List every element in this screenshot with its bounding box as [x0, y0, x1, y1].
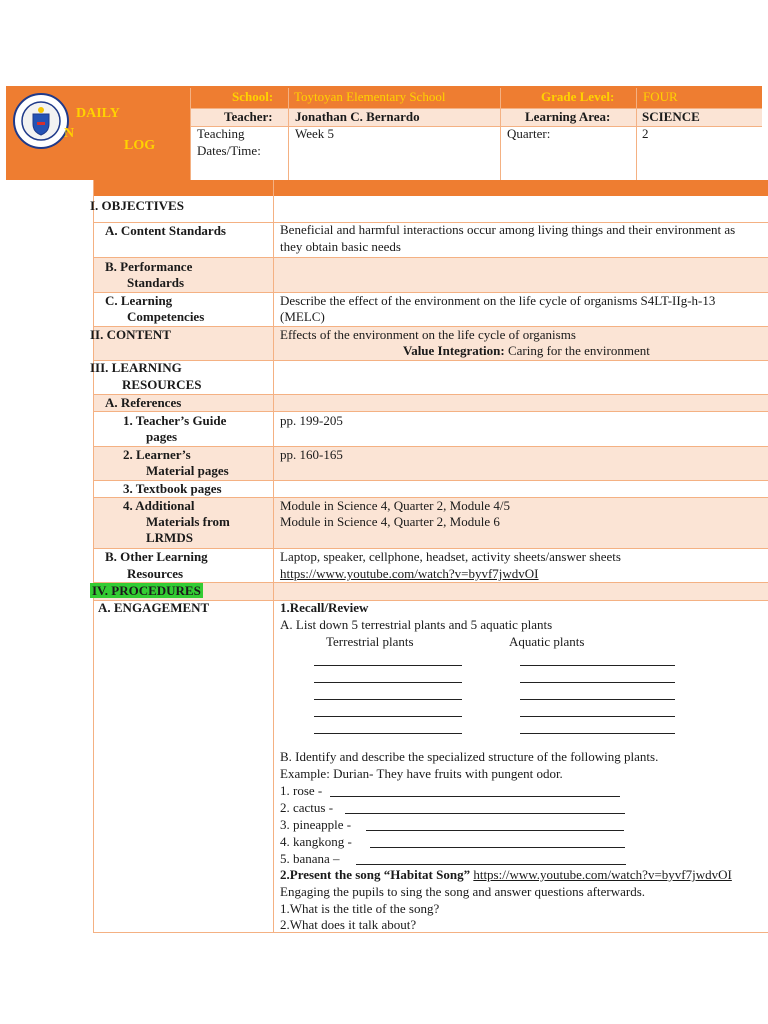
competencies-text-1: Describe the effect of the environment on the life cycle of organisms S4LT-IIg-h-13	[280, 293, 716, 308]
identify-instruction: B. Identify and describe the specialized structure of the following plants.	[280, 749, 659, 764]
additional-label-3: LRMDS	[146, 530, 193, 545]
area-label: Learning Area:	[525, 109, 611, 124]
other-label-1: B. Other Learning	[105, 549, 208, 564]
song-label: 2.Present the song “Habitat Song”	[280, 867, 471, 882]
quarter-label: Quarter:	[507, 126, 551, 141]
school-value: Toytoyan Elementary School	[294, 89, 446, 104]
plant-item-blank[interactable]	[370, 847, 625, 848]
plant-item: 2. cactus -	[280, 800, 334, 815]
list-instruction: A. List down 5 terrestrial plants and 5 aquatic plants	[280, 617, 553, 632]
value-integration	[403, 343, 650, 359]
resources-heading-2: RESOURCES	[122, 377, 202, 392]
tg-value: pp. 199-205	[280, 413, 343, 428]
value-integration-label: Value Integration:	[403, 343, 505, 358]
song-row	[280, 867, 732, 883]
engage-text: Engaging the pupils to sing the song and answer questions afterwards.	[280, 884, 646, 899]
aquatic-blank[interactable]	[520, 682, 675, 683]
title-daily: DAILY	[76, 106, 120, 121]
content-text: Effects of the environment on the life cycle of organisms	[280, 327, 576, 342]
quarter-value: 2	[642, 126, 649, 141]
objectives-heading: I. OBJECTIVES	[90, 198, 184, 213]
other-resources-link-row	[280, 566, 539, 582]
content-standards-text-1: Beneficial and harmful interactions occur among living things and their environment as	[280, 222, 736, 237]
other-resources-text: Laptop, speaker, cellphone, headset, activity sheets/answer sheets	[280, 549, 621, 564]
textbook-label: 3. Textbook pages	[123, 481, 222, 496]
content-heading: II. CONTENT	[90, 327, 171, 342]
content-standards-text-2: they obtain basic needs	[280, 239, 401, 254]
aquatic-blank[interactable]	[520, 699, 675, 700]
terrestrial-blank[interactable]	[314, 716, 462, 717]
aquatic-blank[interactable]	[520, 716, 675, 717]
additional-text-1: Module in Science 4, Quarter 2, Module 4/5	[280, 498, 510, 513]
plant-item: 4. kangkong -	[280, 834, 352, 849]
recall-heading: 1.Recall/Review	[280, 600, 369, 615]
plant-item: 3. pineapple -	[280, 817, 352, 832]
lm-label-1: 2. Learner’s	[123, 447, 191, 462]
references-label: A. References	[105, 395, 182, 410]
example-text: Example: Durian- They have fruits with pungent odor.	[280, 766, 563, 781]
title-n: N	[64, 126, 75, 141]
aquatic-blank[interactable]	[520, 665, 675, 666]
procedures-label: IV. PROCEDURES	[92, 583, 201, 598]
value-integration-value: Caring for the environment	[504, 343, 650, 358]
area-value: SCIENCE	[642, 109, 700, 124]
tg-label-2: pages	[146, 429, 178, 444]
question-2: 2.What does it talk about?	[280, 917, 417, 932]
aquatic-heading: Aquatic plants	[509, 634, 585, 649]
competencies-label-1: C. Learning	[105, 293, 173, 308]
aquatic-blank[interactable]	[520, 733, 675, 734]
competencies-text-2: (MELC)	[280, 309, 325, 324]
content-standards-label: A. Content Standards	[105, 223, 226, 238]
engagement-label: A. ENGAGEMENT	[98, 600, 210, 615]
other-label-2: Resources	[127, 566, 184, 581]
plant-item-blank[interactable]	[366, 830, 624, 831]
terrestrial-blank[interactable]	[314, 665, 462, 666]
plant-item-blank[interactable]	[345, 813, 625, 814]
dates-label-2: Dates/Time:	[197, 143, 261, 158]
grade-value: FOUR	[643, 89, 678, 104]
terrestrial-heading: Terrestrial plants	[326, 634, 414, 649]
plant-item-blank[interactable]	[330, 796, 620, 797]
grade-label: Grade Level:	[541, 89, 615, 104]
competencies-label-2: Competencies	[127, 309, 205, 324]
teacher-label: Teacher:	[224, 109, 273, 124]
deped-seal-logo	[12, 92, 70, 150]
plant-item-blank[interactable]	[356, 864, 626, 865]
additional-label-1: 4. Additional	[123, 498, 195, 513]
lm-value: pp. 160-165	[280, 447, 343, 462]
plant-item: 5. banana –	[280, 851, 340, 866]
dates-value: Week 5	[295, 126, 335, 141]
resources-heading-1: III. LEARNING	[90, 360, 182, 375]
dates-label-1: Teaching	[197, 126, 245, 141]
terrestrial-blank[interactable]	[314, 733, 462, 734]
performance-label-1: B. Performance	[105, 259, 193, 274]
additional-label-2: Materials from	[146, 514, 230, 529]
table-top-band	[93, 180, 768, 196]
terrestrial-blank[interactable]	[314, 699, 462, 700]
tg-label-1: 1. Teacher’s Guide	[123, 413, 227, 428]
other-resources-link[interactable]: https://www.youtube.com/watch?v=byvf7jwdvOI	[280, 566, 539, 581]
title-log: LOG	[124, 138, 156, 153]
school-label: School:	[232, 89, 274, 104]
lm-label-2: Material pages	[146, 463, 229, 478]
procedures-heading	[90, 583, 203, 599]
teacher-value: Jonathan C. Bernardo	[295, 109, 420, 124]
additional-text-2: Module in Science 4, Quarter 2, Module 6	[280, 514, 500, 529]
performance-label-2: Standards	[127, 275, 185, 290]
song-link[interactable]: https://www.youtube.com/watch?v=byvf7jwdvOI	[473, 867, 732, 882]
question-1: 1.What is the title of the song?	[280, 901, 440, 916]
plant-item: 1. rose -	[280, 783, 323, 798]
terrestrial-blank[interactable]	[314, 682, 462, 683]
